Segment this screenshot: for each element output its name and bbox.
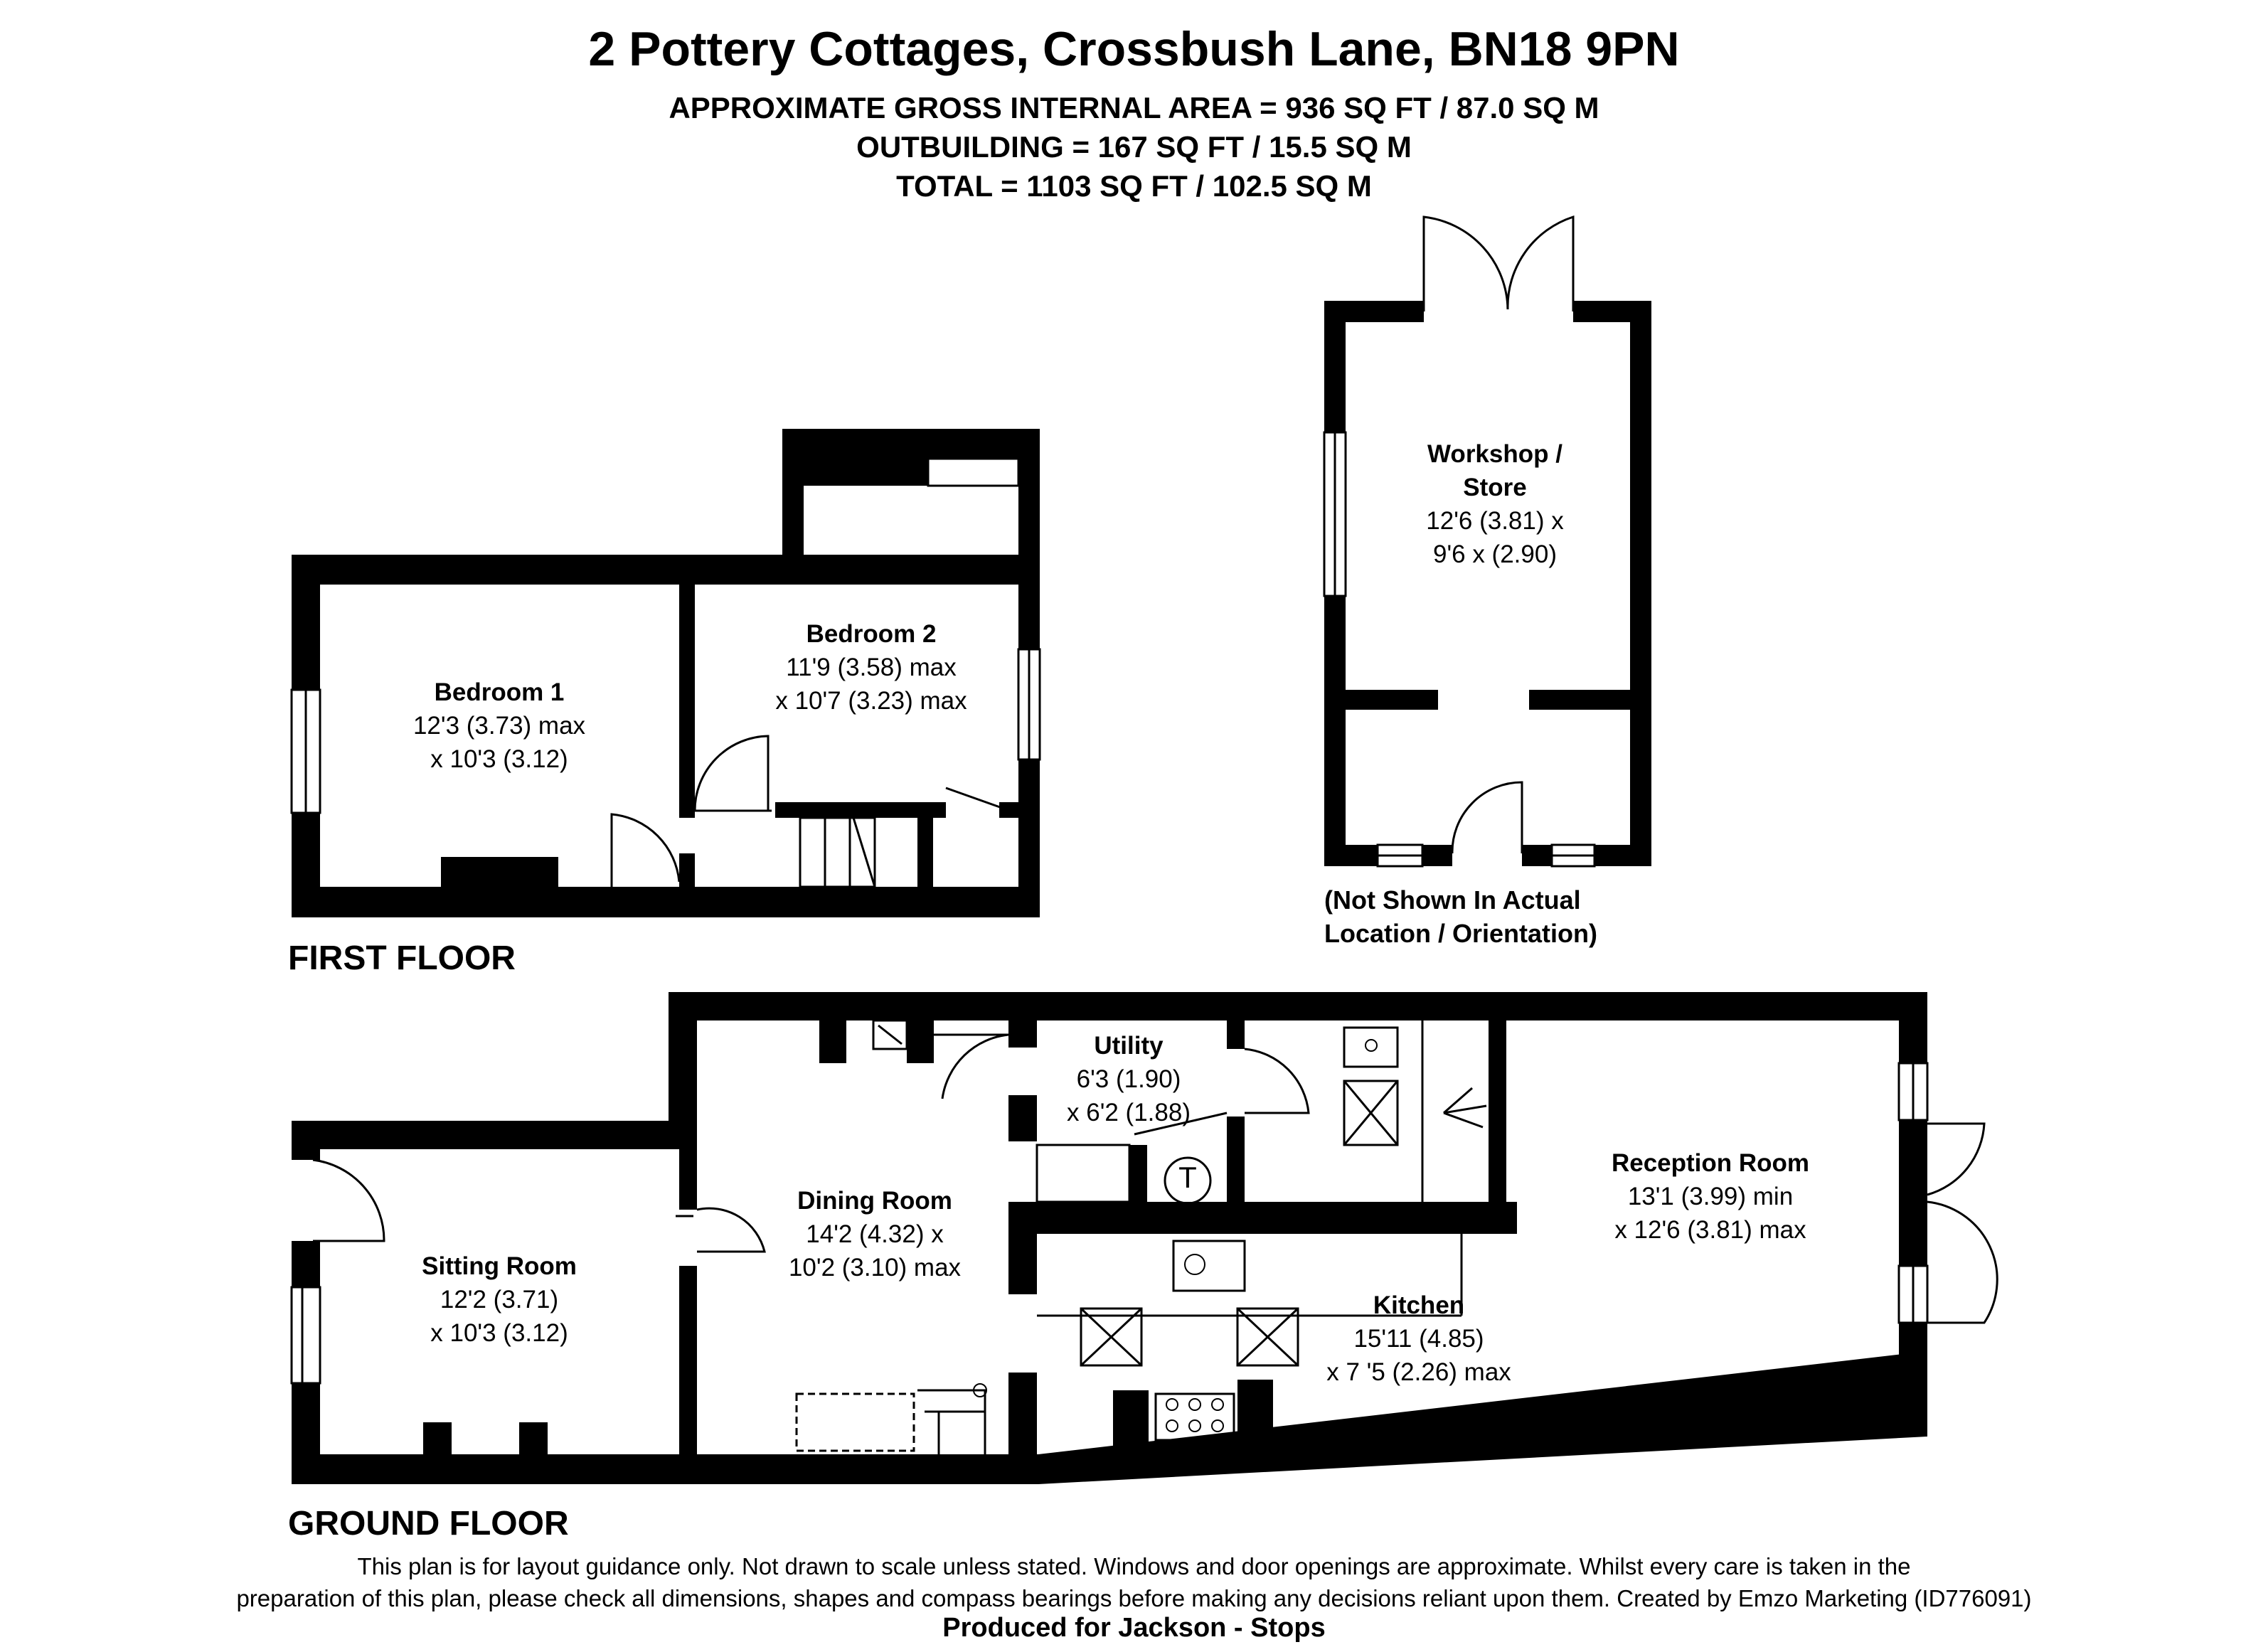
room-dimension: x 10'7 (3.23) max: [775, 687, 967, 715]
outbuilding-note-line1: (Not Shown In Actual: [1324, 885, 1581, 915]
disclaimer-line-1: This plan is for layout guidance only. Not drawn to scale unless stated. Windows and door openings are approximate. Whilst every care is taken in the: [357, 1553, 1911, 1579]
room-dimension: x 12'6 (3.81) max: [1614, 1216, 1806, 1244]
room-dimension: 13'1 (3.99) min: [1627, 1183, 1794, 1210]
room-dimension: 12'6 (3.81) x: [1426, 507, 1564, 535]
outbuilding-walls: [1324, 301, 1651, 866]
room-dimension: x 10'3 (3.12): [430, 1319, 568, 1347]
room-name: Reception Room: [1611, 1149, 1810, 1177]
produced-for: Produced for Jackson - Stops: [942, 1613, 1326, 1643]
room-dimension: x 10'3 (3.12): [430, 745, 568, 773]
outbuilding-note-line2: Location / Orientation): [1324, 919, 1597, 948]
room-label-bedroom-2: [775, 617, 967, 718]
room-label-workshop: [1426, 437, 1563, 571]
room-dimension: x 7 '5 (2.26) max: [1326, 1358, 1511, 1386]
room-name: Dining Room: [797, 1187, 952, 1215]
room-dimension: 15'11 (4.85): [1353, 1325, 1484, 1353]
room-dimension: 12'2 (3.71): [440, 1286, 559, 1313]
room-dimension: 9'6 x (2.90): [1433, 540, 1557, 568]
first-floor-label: FIRST FLOOR: [288, 939, 516, 977]
room-label-dining-room: [789, 1184, 961, 1284]
room-name: Utility: [1094, 1032, 1164, 1060]
ground-floor-label: GROUND FLOOR: [288, 1505, 569, 1542]
outbuilding-area: OUTBUILDING = 167 SQ FT / 15.5 SQ M: [856, 130, 1412, 164]
plan-title: 2 Pottery Cottages, Crossbush Lane, BN18 9PN: [588, 22, 1680, 76]
room-label-reception-room: [1612, 1146, 1809, 1247]
room-name: Workshop /: [1427, 440, 1562, 468]
room-dimension: 11'9 (3.58) max: [786, 654, 957, 681]
room-dimension: 10'2 (3.10) max: [788, 1254, 962, 1281]
disclaimer-line-2: preparation of this plan, please check all dimensions, shapes and compass bearings before making any decisions reliant upon them. Created by Emzo Marketing (ID776091): [236, 1585, 2032, 1611]
total-area: TOTAL = 1103 SQ FT / 102.5 SQ M: [896, 169, 1372, 203]
room-name: Bedroom 2: [806, 620, 937, 648]
room-dimension: 6'3 (1.90): [1076, 1065, 1181, 1093]
room-dimension: 12'3 (3.73) max: [412, 712, 586, 740]
room-name: Sitting Room: [422, 1252, 577, 1280]
room-name: Bedroom 1: [434, 678, 565, 706]
room-dimension: 14'2 (4.32) x: [806, 1220, 944, 1248]
room-dimension: x 6'2 (1.88): [1067, 1099, 1191, 1126]
room-name: Store: [1463, 474, 1527, 501]
room-label-bedroom-1: [413, 676, 585, 776]
boiler-label: T: [1178, 1161, 1197, 1194]
room-name: Kitchen: [1373, 1291, 1465, 1319]
room-label-utility: [1067, 1029, 1191, 1129]
gross-internal-area: APPROXIMATE GROSS INTERNAL AREA = 936 SQ FT / 87.0 SQ M: [669, 91, 1599, 124]
room-label-kitchen: [1326, 1289, 1511, 1389]
room-label-sitting-room: [422, 1249, 577, 1350]
